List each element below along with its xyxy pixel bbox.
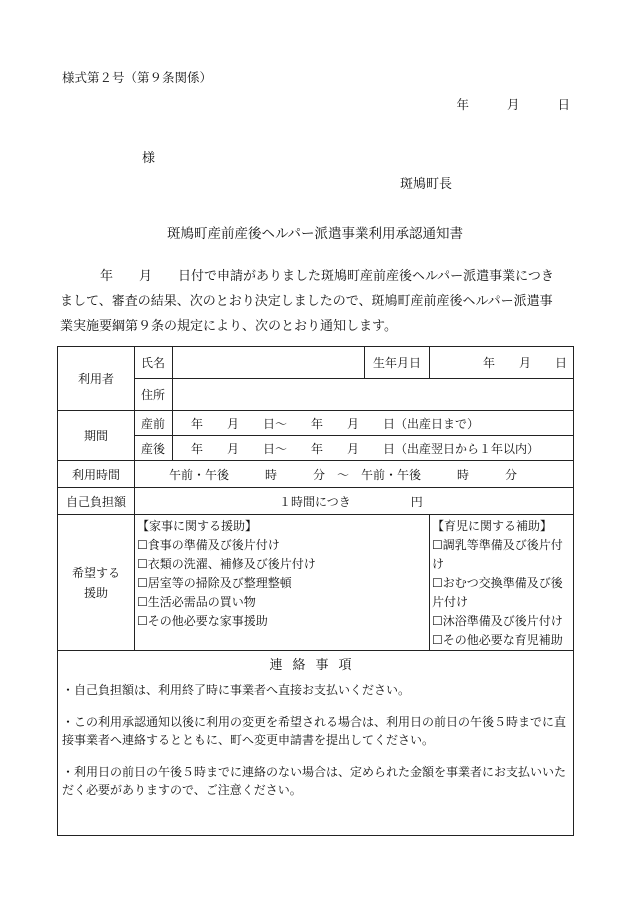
note-item: ・利用日の前日の午後５時までに連絡のない場合は、定められた金額を事業者にお支払いいただく必要がありますので、ご注意ください。	[62, 765, 567, 797]
row-self-pay	[58, 488, 574, 515]
document-title: 斑鳩町産前産後ヘルパー派遣事業利用承認通知書	[166, 226, 464, 242]
intro-line-3: 業実施要綱第９条の規定により、次のとおり通知します。	[60, 319, 397, 334]
childcare-item[interactable]: ☐沐浴準備及び後片付け	[432, 614, 563, 628]
housework-item[interactable]: ☐居室等の掃除及び整理整頓	[137, 576, 292, 590]
cost-value[interactable]: １時間につき 円	[135, 488, 574, 515]
date-day: 日	[557, 97, 570, 112]
form-number: 様式第２号（第９条関係）	[62, 70, 213, 85]
housework-item[interactable]: ☐生活必需品の買い物	[137, 595, 256, 609]
housework-heading: 【家事に関する援助】	[137, 519, 258, 533]
housework-item[interactable]: ☐その他必要な家事援助	[137, 614, 268, 628]
row-prenatal	[58, 411, 574, 436]
housework-help	[135, 515, 430, 651]
childcare-item[interactable]: ☐おむつ交換準備及び後片付け	[432, 576, 563, 609]
time-value[interactable]: 午前・午後 時 分 ～ 午前・午後 時 分	[135, 461, 574, 488]
help-label	[58, 515, 135, 651]
date-month: 月	[506, 97, 520, 112]
row-name	[58, 347, 574, 379]
row-address	[58, 379, 574, 411]
help-label-line-1: 希望する	[71, 565, 120, 580]
issue-date	[456, 95, 570, 113]
row-notes	[58, 651, 574, 836]
time-label: 利用時間	[58, 461, 135, 488]
note-item: ・この利用承認通知以後に利用の変更を希望される場合は、利用日の前日の午後５時までに直接事業者へ連絡するとともに、町へ変更申請書を提出してください。	[62, 715, 567, 747]
prenatal-period-value[interactable]: 年 月 日～ 年 月 日（出産日まで）	[173, 411, 574, 436]
approval-table	[57, 346, 574, 836]
note-item: ・自己負担額は、利用終了時に事業者へ直接お支払いください。	[62, 683, 411, 697]
row-desired-help	[58, 515, 574, 651]
notes-title: 連絡事項	[269, 658, 362, 673]
postnatal-label: 産後	[135, 436, 173, 461]
birth-label: 生年月日	[365, 347, 430, 379]
row-usage-time	[58, 461, 574, 488]
address-label: 住所	[135, 379, 173, 411]
user-label: 利用者	[58, 347, 135, 411]
name-label: 氏名	[135, 347, 173, 379]
intro-line-2: まして、審査の結果、次のとおり決定しましたので、斑鳩町産前産後ヘルパー派遣事	[60, 294, 553, 309]
period-label: 期間	[58, 411, 135, 461]
childcare-heading: 【育児に関する補助】	[432, 519, 553, 533]
cost-label: 自己負担額	[58, 488, 135, 515]
housework-item[interactable]: ☐衣類の洗濯、補修及び後片付け	[137, 557, 316, 571]
postnatal-period-value[interactable]: 年 月 日～ 年 月 日（出産翌日から１年以内）	[173, 436, 574, 461]
housework-item[interactable]: ☐食事の準備及び後片付け	[137, 538, 280, 552]
recipient-suffix: 様	[142, 151, 156, 166]
intro-line-1: 年 月 日付で申請がありました斑鳩町産前産後ヘルパー派遣事業につき	[100, 269, 554, 284]
childcare-help	[430, 515, 574, 651]
childcare-item[interactable]: ☐調乳等準備及び後片付け	[432, 538, 563, 571]
name-value[interactable]	[173, 347, 365, 379]
birth-value[interactable]: 年 月 日	[430, 347, 574, 379]
intro-paragraph	[60, 264, 576, 339]
help-label-line-2: 援助	[83, 585, 108, 600]
childcare-item[interactable]: ☐その他必要な育児補助	[432, 633, 563, 647]
row-postnatal	[58, 436, 574, 461]
sender-name: 斑鳩町長	[400, 177, 453, 192]
notes-section	[58, 651, 574, 836]
date-year: 年	[456, 97, 469, 112]
address-value[interactable]	[173, 379, 574, 411]
prenatal-label: 産前	[135, 411, 173, 436]
